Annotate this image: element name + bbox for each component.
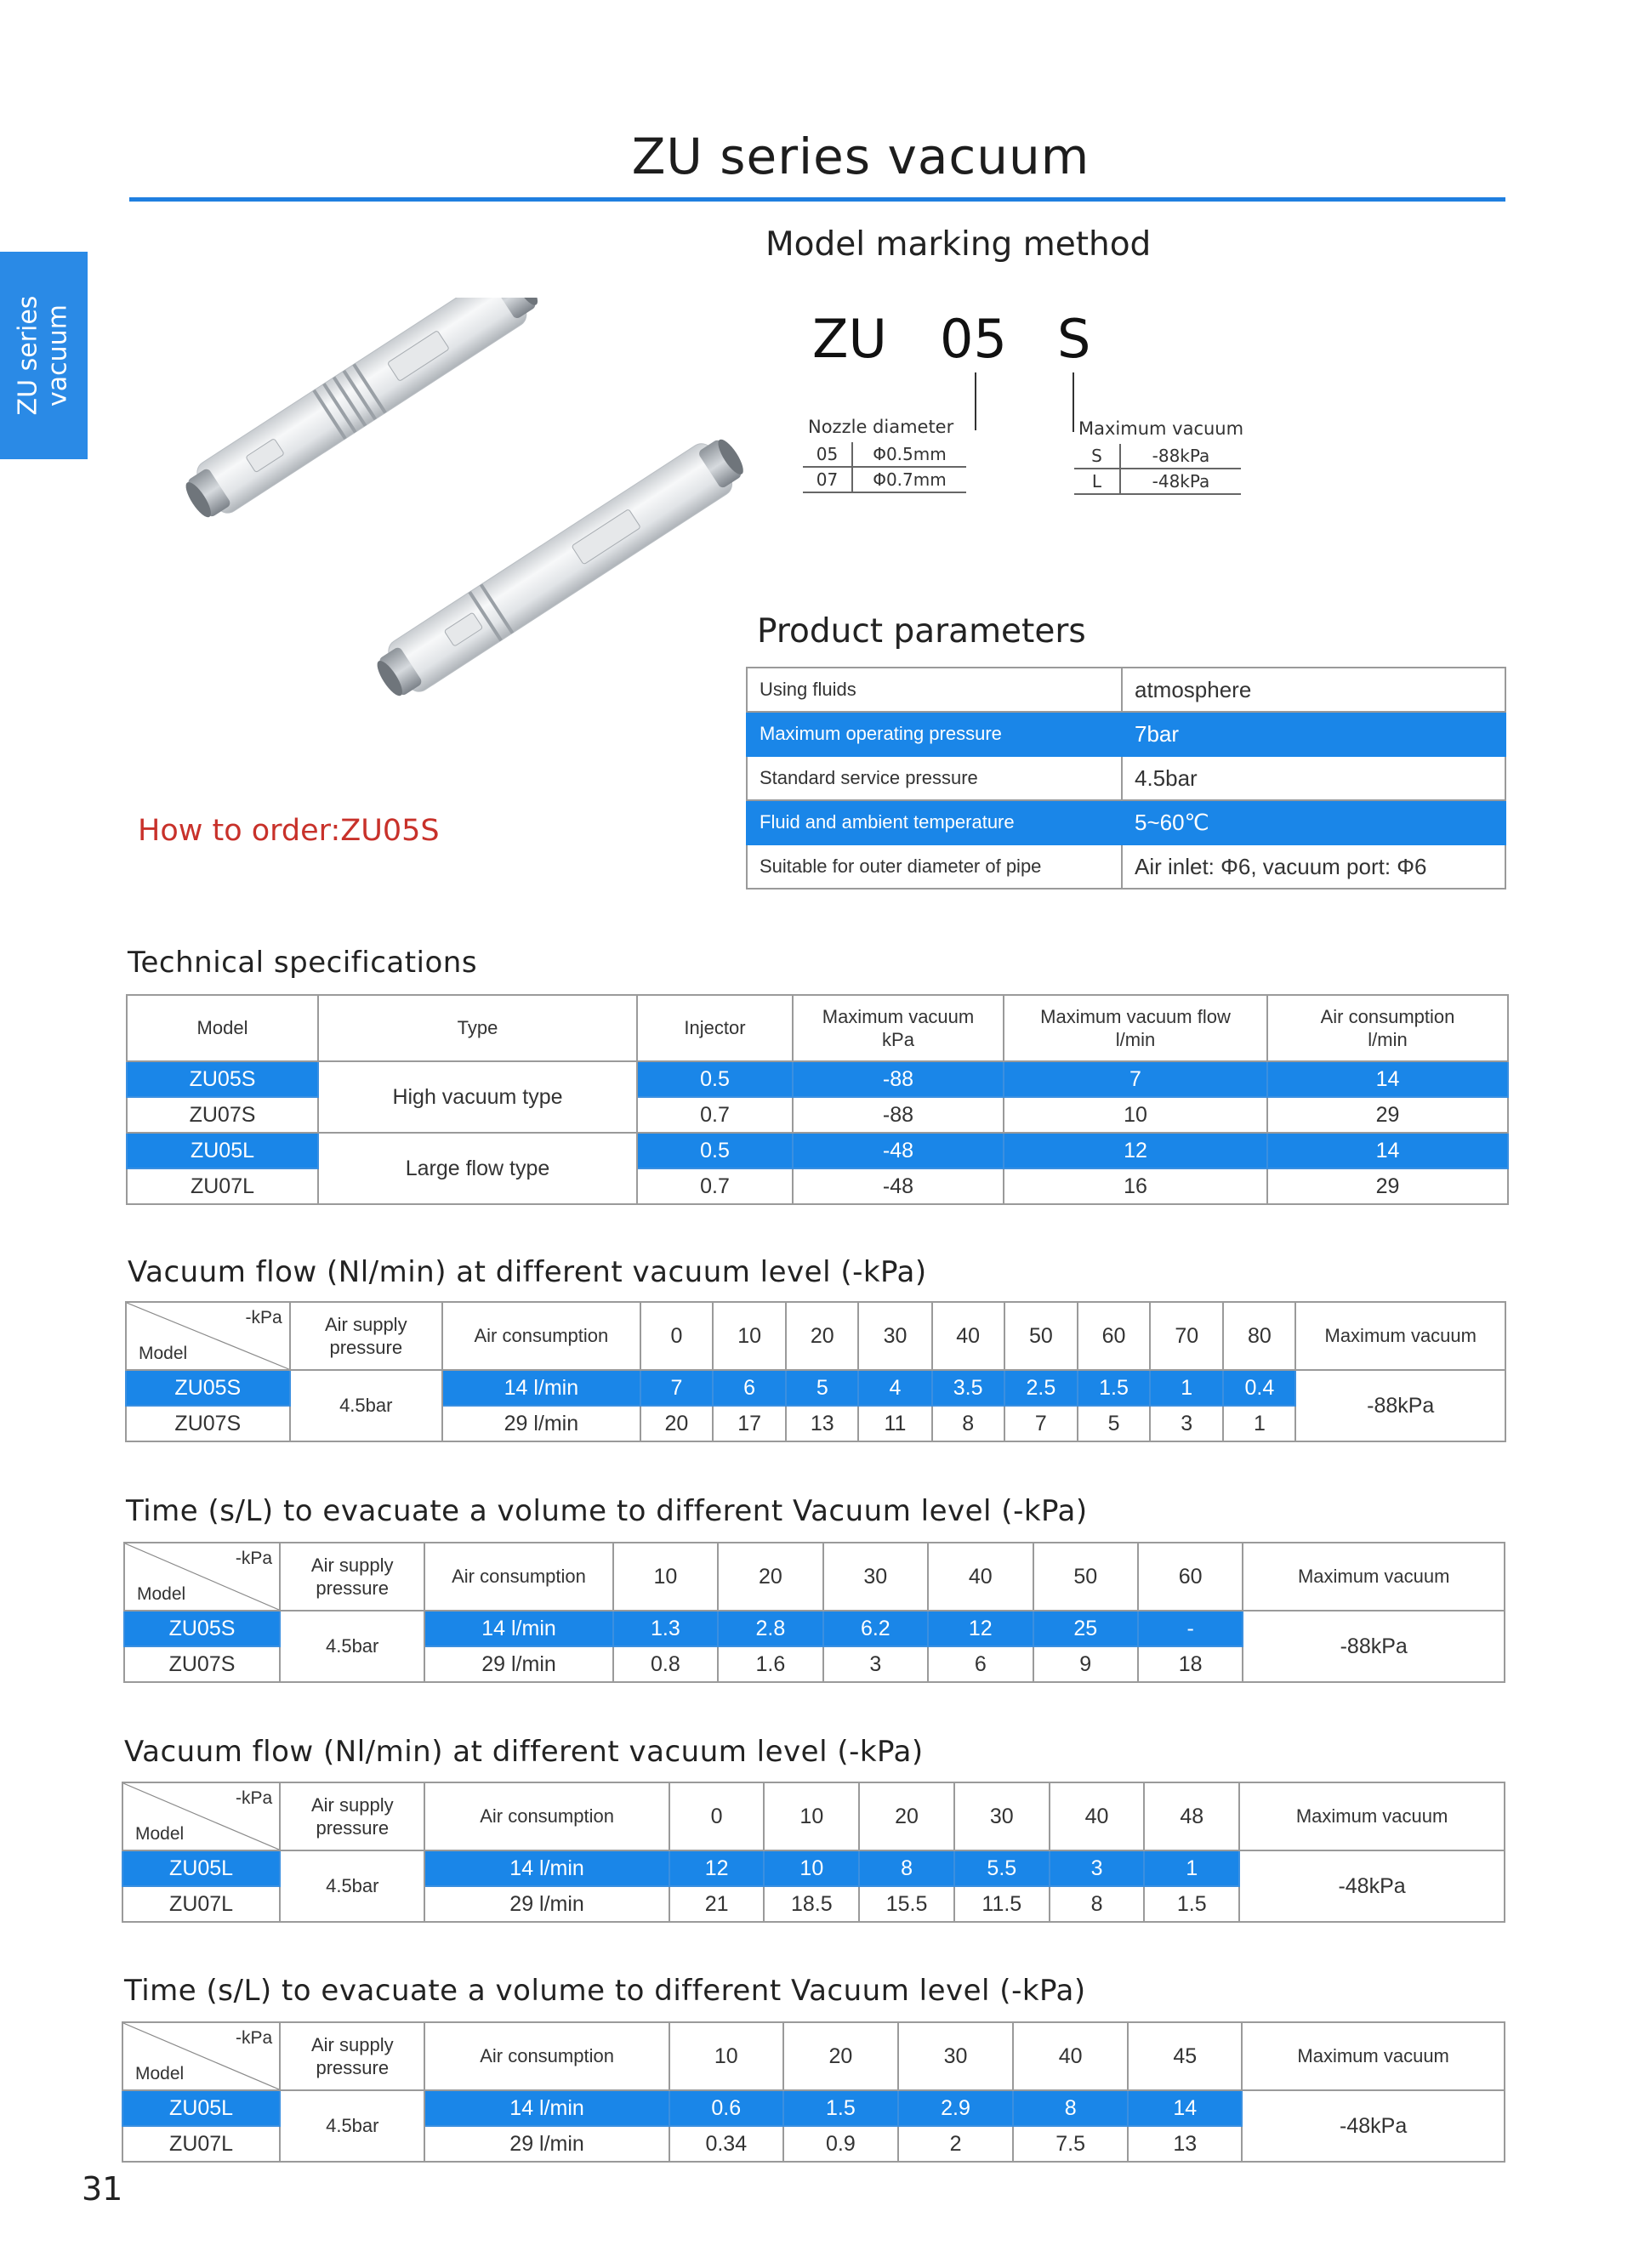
max-flow-cell: 16 <box>1004 1168 1267 1204</box>
header-vacuum-level: 10 <box>713 1302 786 1370</box>
model-cell: ZU05S <box>124 1611 280 1646</box>
nozzle-row <box>803 467 966 492</box>
value-cell: 5 <box>786 1370 858 1406</box>
header-max-vacuum: Maximum vacuum <box>1243 1543 1505 1611</box>
vacuum-code-row <box>1074 469 1241 494</box>
header-vacuum-level: 50 <box>1033 1543 1138 1611</box>
model-label: Model <box>135 2064 185 2083</box>
value-cell: 7.5 <box>1013 2126 1128 2162</box>
model-cell: ZU05S <box>127 1061 318 1097</box>
header-vacuum-level: 40 <box>1013 2022 1128 2090</box>
vacuum-generator-zu05l <box>368 429 752 706</box>
param-label: Standard service pressure <box>747 756 1122 800</box>
side-tab-label: ZU series vacuum <box>13 295 72 416</box>
tech-header-row <box>127 995 1508 1061</box>
tech-row <box>127 1061 1508 1097</box>
air-consumption-cell: 29 l/min <box>424 1646 612 1682</box>
injector-cell: 0.5 <box>637 1133 793 1168</box>
value-cell: 8 <box>1013 2090 1128 2126</box>
table-header-row <box>122 1782 1505 1850</box>
header-supply-pressure: Air supply pressure <box>290 1302 442 1370</box>
air-consumption-cell: 14 l/min <box>424 1850 669 1886</box>
air-consumption-cell: 14 l/min <box>424 2090 669 2126</box>
kpa-label: -kPa <box>235 1788 273 1808</box>
value-cell: 17 <box>713 1406 786 1441</box>
model-label: Model <box>137 1584 186 1604</box>
value-cell: 6 <box>928 1646 1033 1682</box>
supply-pressure-cell: 4.5bar <box>280 2090 424 2162</box>
value-cell: 3 <box>1150 1406 1223 1441</box>
header-vacuum-level: 70 <box>1150 1302 1223 1370</box>
value-cell: 0.6 <box>669 2090 783 2126</box>
air-consumption-cell: 29 <box>1267 1168 1508 1204</box>
supply-pressure-cell: 4.5bar <box>280 1850 424 1922</box>
nozzle-caption: Nozzle diameter <box>808 417 954 437</box>
value-cell: 2 <box>898 2126 1013 2162</box>
value-cell: 3 <box>823 1646 928 1682</box>
value-cell: 6 <box>713 1370 786 1406</box>
header-max-vacuum: Maximum vacuum kPa <box>793 995 1004 1061</box>
vacuum-generator-zu05s <box>177 298 547 527</box>
header-supply-pressure: Air supply pressure <box>280 1782 424 1850</box>
header-vacuum-level: 40 <box>928 1543 1033 1611</box>
value-cell: 11.5 <box>954 1886 1050 1922</box>
param-row <box>747 844 1505 889</box>
header-vacuum-level: 20 <box>783 2022 898 2090</box>
header-air-consumption: Air consumption <box>424 2022 669 2090</box>
model-cell: ZU05L <box>122 1850 280 1886</box>
header-vacuum-level: 60 <box>1138 1543 1243 1611</box>
header-vacuum-level: 10 <box>764 1782 859 1850</box>
value-cell: - <box>1138 1611 1243 1646</box>
max-vacuum-cell: -88 <box>793 1097 1004 1133</box>
model-cell: ZU05L <box>127 1133 318 1168</box>
vacuum-value: -48kPa <box>1120 469 1241 494</box>
vacuum-level-table <box>122 1782 1505 1923</box>
vacuum-table-heading: Vacuum flow (Nl/min) at different vacuum level (-kPa) <box>128 1255 927 1289</box>
model-label: Model <box>139 1344 188 1363</box>
value-cell: 0.34 <box>669 2126 783 2162</box>
product-image <box>128 298 782 706</box>
value-cell: 2.5 <box>1004 1370 1078 1406</box>
table-row <box>124 1611 1505 1646</box>
value-cell: 0.9 <box>783 2126 898 2162</box>
header-vacuum-level: 0 <box>669 1782 765 1850</box>
model-kpa-corner-cell <box>126 1302 290 1370</box>
model-cell: ZU05L <box>122 2090 280 2126</box>
nozzle-row <box>803 442 966 467</box>
header-vacuum-level: 30 <box>954 1782 1050 1850</box>
value-cell: 4 <box>858 1370 931 1406</box>
value-cell: 13 <box>1128 2126 1242 2162</box>
header-vacuum-level: 20 <box>718 1543 822 1611</box>
air-consumption-cell: 14 <box>1267 1133 1508 1168</box>
header-supply-pressure: Air supply pressure <box>280 2022 424 2090</box>
value-cell: 9 <box>1033 1646 1138 1682</box>
header-vacuum-level: 30 <box>898 2022 1013 2090</box>
air-consumption-cell: 14 <box>1267 1061 1508 1097</box>
value-cell: 20 <box>640 1406 713 1441</box>
air-consumption-cell: 14 l/min <box>442 1370 640 1406</box>
header-vacuum-level: 0 <box>640 1302 713 1370</box>
param-row <box>747 668 1505 712</box>
header-model: Model <box>127 995 318 1061</box>
injector-cell: 0.5 <box>637 1061 793 1097</box>
value-cell: 8 <box>859 1850 954 1886</box>
supply-pressure-cell: 4.5bar <box>290 1370 442 1441</box>
nozzle-table <box>803 442 966 493</box>
value-cell: 1 <box>1150 1370 1223 1406</box>
header-type: Type <box>318 995 637 1061</box>
value-cell: 18 <box>1138 1646 1243 1682</box>
air-consumption-cell: 29 l/min <box>442 1406 640 1441</box>
code-series: ZU <box>812 308 887 370</box>
table-header-row <box>126 1302 1505 1370</box>
code-nozzle: 05 <box>940 308 1007 370</box>
header-vacuum-level: 30 <box>858 1302 931 1370</box>
value-cell: 0.4 <box>1223 1370 1295 1406</box>
model-kpa-corner-cell <box>124 1543 280 1611</box>
header-max-vacuum: Maximum vacuum <box>1239 1782 1505 1850</box>
vacuum-table-heading: Time (s/L) to evacuate a volume to different Vacuum level (-kPa) <box>126 1494 1088 1528</box>
header-vacuum-level: 48 <box>1144 1782 1239 1850</box>
page-title: ZU series vacuum <box>631 128 1090 185</box>
header-vacuum-level: 10 <box>669 2022 783 2090</box>
vacuum-level-table <box>125 1301 1506 1442</box>
max-vacuum-cell: -48kPa <box>1239 1850 1505 1922</box>
header-max-vacuum: Maximum vacuum <box>1295 1302 1505 1370</box>
header-vacuum-level: 40 <box>932 1302 1004 1370</box>
header-vacuum-level: 50 <box>1004 1302 1078 1370</box>
value-cell: 5.5 <box>954 1850 1050 1886</box>
value-cell: 1.5 <box>783 2090 898 2126</box>
product-parameters-heading: Product parameters <box>757 612 1086 651</box>
header-air-consumption: Air consumption <box>424 1782 669 1850</box>
max-vacuum-cell: -88 <box>793 1061 1004 1097</box>
value-cell: 10 <box>764 1850 859 1886</box>
header-vacuum-level: 30 <box>823 1543 928 1611</box>
value-cell: 1.5 <box>1144 1886 1239 1922</box>
header-vacuum-level: 10 <box>613 1543 718 1611</box>
injector-cell: 0.7 <box>637 1097 793 1133</box>
value-cell: 1.6 <box>718 1646 822 1682</box>
value-cell: 13 <box>786 1406 858 1441</box>
model-cell: ZU07L <box>122 2126 280 2162</box>
model-marking-heading: Model marking method <box>765 225 1152 264</box>
value-cell: 1.5 <box>1078 1370 1150 1406</box>
vacuum-value: -88kPa <box>1120 444 1241 469</box>
value-cell: 12 <box>669 1850 765 1886</box>
vacuum-table-heading: Vacuum flow (Nl/min) at different vacuum level (-kPa) <box>124 1735 924 1769</box>
header-vacuum-level: 60 <box>1078 1302 1150 1370</box>
air-consumption-cell: 29 l/min <box>424 2126 669 2162</box>
model-cell: ZU05S <box>126 1370 290 1406</box>
air-consumption-cell: 14 l/min <box>424 1611 612 1646</box>
vacuum-code-table <box>1074 444 1241 495</box>
max-vacuum-cell: -48 <box>793 1168 1004 1204</box>
value-cell: 8 <box>1050 1886 1145 1922</box>
vacuum-code: S <box>1074 444 1120 469</box>
tech-spec-table <box>126 994 1509 1205</box>
value-cell: 11 <box>858 1406 931 1441</box>
air-consumption-cell: 29 l/min <box>424 1886 669 1922</box>
value-cell: 1 <box>1223 1406 1295 1441</box>
header-air-consumption: Air consumption l/min <box>1267 995 1508 1061</box>
header-vacuum-level: 40 <box>1050 1782 1145 1850</box>
header-air-consumption: Air consumption <box>424 1543 612 1611</box>
vacuum-leader-line <box>1073 372 1074 432</box>
max-vacuum-cell: -88kPa <box>1295 1370 1505 1441</box>
value-cell: 1 <box>1144 1850 1239 1886</box>
header-max-vacuum: Maximum vacuum <box>1242 2022 1505 2090</box>
value-cell: 6.2 <box>823 1611 928 1646</box>
table-row <box>122 2090 1505 2126</box>
param-value: atmosphere <box>1122 668 1505 712</box>
value-cell: 2.8 <box>718 1611 822 1646</box>
value-cell: 12 <box>928 1611 1033 1646</box>
how-to-order: How to order:ZU05S <box>138 814 440 848</box>
air-consumption-cell: 29 <box>1267 1097 1508 1133</box>
model-cell: ZU07S <box>127 1097 318 1133</box>
vacuum-caption: Maximum vacuum <box>1078 418 1244 439</box>
model-label: Model <box>135 1824 185 1844</box>
nozzle-size: Φ0.7mm <box>852 467 966 492</box>
max-flow-cell: 7 <box>1004 1061 1267 1097</box>
header-vacuum-level: 45 <box>1128 2022 1242 2090</box>
max-vacuum-cell: -48 <box>793 1133 1004 1168</box>
table-row <box>122 1850 1505 1886</box>
page-number: 31 <box>82 2170 123 2208</box>
max-vacuum-cell: -88kPa <box>1243 1611 1505 1682</box>
value-cell: 2.9 <box>898 2090 1013 2126</box>
value-cell: 5 <box>1078 1406 1150 1441</box>
param-value: 7bar <box>1122 712 1505 756</box>
model-cell: ZU07L <box>122 1886 280 1922</box>
value-cell: 1.3 <box>613 1611 718 1646</box>
model-cell: ZU07L <box>127 1168 318 1204</box>
title-rule <box>129 197 1505 202</box>
vacuum-level-table <box>122 2021 1505 2163</box>
code-vacuum: S <box>1057 308 1091 370</box>
value-cell: 7 <box>1004 1406 1078 1441</box>
model-cell: ZU07S <box>126 1406 290 1441</box>
side-tab <box>0 252 88 459</box>
header-vacuum-level: 20 <box>859 1782 954 1850</box>
nozzle-leader-line <box>975 372 976 430</box>
model-kpa-corner-cell <box>122 1782 280 1850</box>
param-value: 5~60℃ <box>1122 800 1505 844</box>
tech-spec-heading: Technical specifications <box>128 946 478 980</box>
injector-cell: 0.7 <box>637 1168 793 1204</box>
value-cell: 3.5 <box>932 1370 1004 1406</box>
param-label: Maximum operating pressure <box>747 712 1122 756</box>
max-flow-cell: 12 <box>1004 1133 1267 1168</box>
header-injector: Injector <box>637 995 793 1061</box>
table-row <box>126 1370 1505 1406</box>
tech-row <box>127 1133 1508 1168</box>
param-row <box>747 800 1505 844</box>
value-cell: 7 <box>640 1370 713 1406</box>
header-vacuum-level: 80 <box>1223 1302 1295 1370</box>
vacuum-code: L <box>1074 469 1120 494</box>
value-cell: 21 <box>669 1886 765 1922</box>
value-cell: 8 <box>932 1406 1004 1441</box>
param-label: Suitable for outer diameter of pipe <box>747 844 1122 889</box>
header-air-consumption: Air consumption <box>442 1302 640 1370</box>
value-cell: 14 <box>1128 2090 1242 2126</box>
value-cell: 3 <box>1050 1850 1145 1886</box>
max-vacuum-cell: -48kPa <box>1242 2090 1505 2162</box>
vacuum-level-table <box>123 1542 1505 1683</box>
vacuum-code-row <box>1074 444 1241 469</box>
value-cell: 25 <box>1033 1611 1138 1646</box>
kpa-label: -kPa <box>235 2028 273 2048</box>
type-cell: High vacuum type <box>318 1061 637 1133</box>
supply-pressure-cell: 4.5bar <box>280 1611 424 1682</box>
header-vacuum-level: 20 <box>786 1302 858 1370</box>
param-value: 4.5bar <box>1122 756 1505 800</box>
nozzle-code: 07 <box>803 467 852 492</box>
param-value: Air inlet: Φ6, vacuum port: Φ6 <box>1122 844 1505 889</box>
type-cell: Large flow type <box>318 1133 637 1204</box>
vacuum-table-heading: Time (s/L) to evacuate a volume to different Vacuum level (-kPa) <box>124 1974 1086 2008</box>
value-cell: 0.8 <box>613 1646 718 1682</box>
header-max-flow: Maximum vacuum flow l/min <box>1004 995 1267 1061</box>
param-label: Using fluids <box>747 668 1122 712</box>
kpa-label: -kPa <box>245 1308 282 1327</box>
param-row <box>747 756 1505 800</box>
product-parameters-table <box>746 667 1506 890</box>
value-cell: 18.5 <box>764 1886 859 1922</box>
table-header-row <box>124 1543 1505 1611</box>
model-cell: ZU07S <box>124 1646 280 1682</box>
table-header-row <box>122 2022 1505 2090</box>
kpa-label: -kPa <box>235 1549 273 1568</box>
header-supply-pressure: Air supply pressure <box>280 1543 424 1611</box>
param-label: Fluid and ambient temperature <box>747 800 1122 844</box>
value-cell: 15.5 <box>859 1886 954 1922</box>
max-flow-cell: 10 <box>1004 1097 1267 1133</box>
nozzle-code: 05 <box>803 442 852 467</box>
param-row <box>747 712 1505 756</box>
model-kpa-corner-cell <box>122 2022 280 2090</box>
nozzle-size: Φ0.5mm <box>852 442 966 467</box>
